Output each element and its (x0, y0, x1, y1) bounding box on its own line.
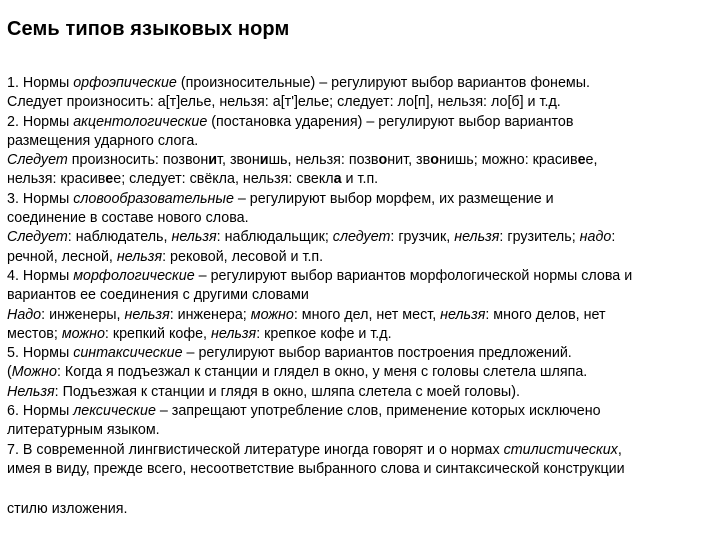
text-line (7, 325, 715, 344)
text-line (7, 248, 715, 267)
text-segment: ( (7, 364, 12, 381)
text-segment: : крепкое кофе и т.д. (256, 325, 392, 342)
text-segment: словообразовательные (73, 190, 234, 207)
text-line (7, 421, 715, 440)
text-segment: : крепкий кофе, (104, 325, 211, 342)
text-line (7, 306, 715, 325)
text-line (7, 170, 715, 189)
text-line (7, 151, 715, 170)
text-segment: : наблюдальщик; (216, 229, 333, 246)
text-segment: лексические (73, 403, 156, 420)
text-segment: имея в виду, прежде всего, несоответствие выбранного слова и синтаксической конструкции (7, 460, 625, 477)
text-segment: вариантов ее соединения с другими словами (7, 287, 309, 304)
text-segment: нит, зв (387, 152, 431, 169)
text-line (7, 500, 715, 519)
text-segment: надо (579, 229, 612, 246)
text-segment: е, (585, 152, 598, 169)
text-segment: : Подъезжая к станции и глядя в окно, шляпа слетела с моей головы). (54, 383, 520, 400)
text-line (7, 132, 715, 151)
text-segment: Надо (7, 306, 42, 323)
text-segment: 1. Нормы (7, 75, 74, 91)
text-segment: 6. Нормы (7, 403, 74, 420)
text-segment: Можно (11, 364, 57, 381)
text-segment: Следует произносить: а[т]елье, нельзя: а[т']елье; следует: ло[п], нельзя: ло[б] и т.д. (7, 94, 561, 111)
text-segment: т, звон (217, 152, 260, 169)
text-segment: – запрещают употребление слов, применение которых исключено (155, 403, 601, 420)
text-segment: и (259, 152, 269, 169)
text-segment: стилистических (503, 441, 618, 458)
text-line (7, 74, 715, 93)
text-line (7, 209, 715, 228)
text-segment: и (208, 152, 218, 169)
text-line (7, 383, 715, 402)
text-segment: – регулируют выбор морфем, их размещение и (233, 190, 554, 207)
text-segment: можно (61, 325, 105, 342)
text-segment: 7. В современной лингвистической литературе иногда говорят и о нормах (7, 441, 504, 458)
text-segment: : грузчик, (390, 229, 455, 246)
text-line (7, 286, 715, 305)
text-segment: , (617, 441, 622, 458)
text-segment: 2. Нормы (7, 113, 74, 130)
text-segment: Следует (7, 152, 68, 169)
text-segment: : рековой, лесовой и т.п. (162, 248, 324, 265)
text-segment: (постановка ударения) – регулируют выбор вариантов (207, 113, 574, 130)
slide-title: Семь типов языковых норм (7, 18, 290, 40)
text-segment: о (430, 152, 439, 169)
text-segment: нельзя (116, 248, 163, 265)
text-segment: : (611, 229, 616, 246)
text-segment: нельзя (124, 306, 170, 323)
text-segment: : инженеры, (41, 306, 125, 323)
text-segment: о (378, 152, 388, 169)
text-segment: литературным языком. (7, 422, 160, 439)
text-segment: : много делов, нет (485, 306, 606, 323)
text-segment: 5. Нормы (7, 345, 74, 362)
text-segment: орфоэпические (73, 75, 177, 91)
text-segment: 4. Нормы (7, 267, 74, 284)
text-segment: размещения ударного слога. (7, 132, 199, 149)
text-segment: нельзя (440, 306, 486, 323)
text-segment: произносить: позвон (67, 152, 209, 169)
text-line (7, 113, 715, 132)
text-line (7, 267, 715, 286)
text-segment: нишь; можно: красив (438, 152, 578, 169)
text-line (7, 228, 715, 247)
text-line (7, 344, 715, 363)
text-segment: можно (250, 306, 294, 323)
text-line (7, 460, 715, 479)
text-segment: и т.п. (341, 171, 379, 188)
text-segment: Нельзя (7, 383, 55, 400)
text-segment: нельзя (210, 325, 257, 342)
text-segment: а (333, 171, 342, 188)
text-segment: – регулируют выбор вариантов морфологической нормы слова и (194, 267, 633, 284)
text-segment: акцентологические (73, 113, 208, 130)
text-segment: 3. Нормы (7, 190, 74, 207)
text-line (7, 363, 715, 382)
text-segment: следует (332, 229, 391, 246)
text-segment: шь, нельзя: позв (268, 152, 379, 169)
text-segment: Следует (7, 229, 68, 246)
text-segment: е (105, 171, 114, 188)
text-segment: : много дел, нет мест, (293, 306, 441, 323)
text-segment: : грузитель; (499, 229, 580, 246)
text-segment: нельзя (171, 229, 217, 246)
text-segment: синтаксические (73, 345, 183, 362)
text-line (7, 93, 715, 112)
text-segment: : инженера; (169, 306, 251, 323)
text-segment: соединение в составе нового слова. (7, 210, 249, 227)
text-segment: е (577, 152, 586, 169)
text-segment: : Когда я подъезжал к станции и глядел в окно, у меня с головы слетела шляпа. (56, 364, 588, 381)
text-line (7, 441, 715, 460)
text-segment: : наблюдатель, (67, 229, 172, 246)
text-segment: нельзя: красив (7, 171, 106, 188)
slide-body (7, 74, 715, 520)
text-segment: местов; (7, 325, 62, 342)
text-segment: стилю изложения. (7, 501, 128, 518)
text-segment: е; следует: свёкла, нельзя: свекл (113, 171, 334, 188)
text-line (7, 402, 715, 421)
text-line (7, 190, 715, 209)
text-segment: речной, лесной, (7, 248, 117, 265)
text-segment: нельзя (454, 229, 500, 246)
text-segment: морфологические (73, 267, 195, 284)
text-segment: – регулируют выбор вариантов построения предложений. (182, 345, 572, 362)
text-segment: (произносительные) – регулируют выбор вариантов фонемы. (176, 75, 590, 91)
